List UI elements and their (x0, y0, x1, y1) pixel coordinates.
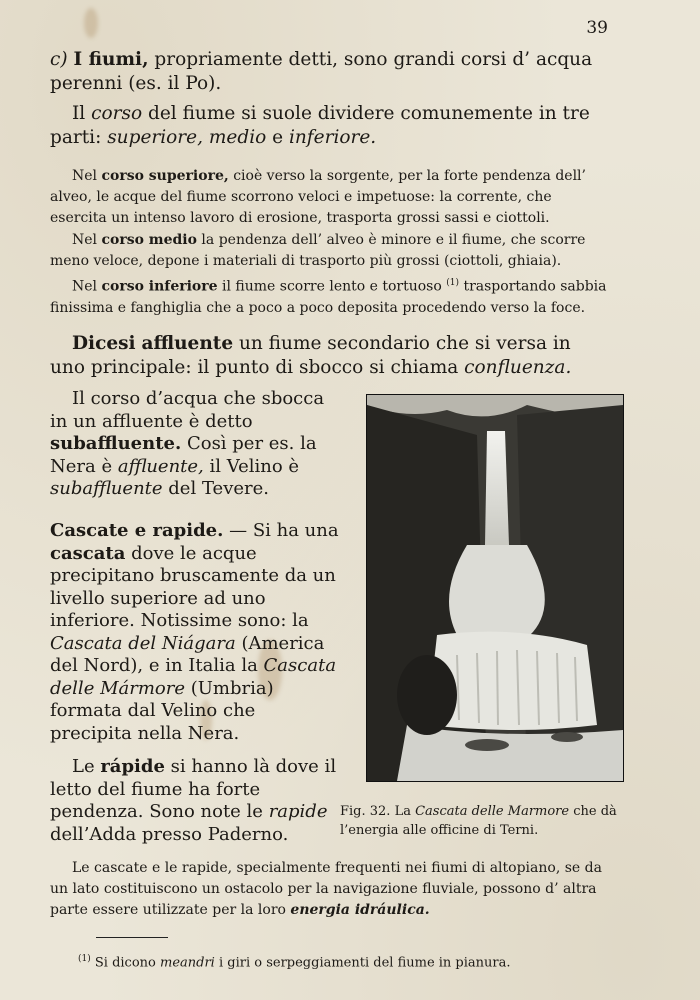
caption-italic: Cascata delle Marmore (415, 804, 570, 819)
text: si hanno là dove il letto del fiume ha forte pendenza. Sono note le (50, 756, 337, 822)
text: dell’Adda presso Paderno. (50, 823, 289, 845)
text: del Tevere. (162, 478, 269, 499)
italic-term: subaffluente (50, 478, 163, 499)
text: il Velino è (203, 455, 300, 477)
bold-term: corso inferiore (101, 278, 218, 295)
paragraph-corso-medio (50, 230, 610, 272)
footnote-ref: (1) (446, 278, 459, 288)
bold-term: corso superiore, (101, 168, 229, 184)
page-number: 39 (586, 18, 608, 38)
bold-term: affluente (141, 333, 234, 354)
paragraph-text: propriamente detti, sono grandi corsi d’ acqua perenni (es. il Po). (50, 49, 593, 94)
text: dove le acque precipitano bruscamente da un livello superiore ad uno inferiore. Notissime sono: la (50, 542, 336, 631)
text: un fiume secondario che si versa in uno principale: il punto di sbocco si chiama (50, 333, 571, 378)
list-marker: c) (50, 49, 68, 70)
paragraph-rapide (50, 756, 340, 846)
italic-term: superiore, (107, 127, 203, 148)
paragraph-corso (50, 102, 610, 150)
bold-term: I fiumi, (73, 49, 149, 70)
text: Nel (72, 232, 102, 248)
footnote (78, 954, 638, 970)
bold-term: corso medio (101, 232, 197, 248)
ink-stain (84, 8, 98, 38)
footnote-marker: (1) (78, 954, 91, 964)
text: il fiume scorre lento e tortuoso (217, 278, 447, 295)
text: Si dicono (90, 955, 160, 971)
paragraph-cascate (50, 520, 340, 745)
caption-text: che dà l’energia alle officine di Terni. (340, 804, 617, 838)
text: trasportando sabbia finissima e fanghiglia che a poco a poco deposita procedendo verso la foce. (50, 278, 607, 316)
italic-term: rapide (268, 801, 328, 822)
text: Le cascate e le rapide, specialmente frequenti nei fiumi di altopiano, se da un lato costituiscono un ostacolo per la navigazione fluviale, possono d’ altra parte essere utilizzate per la loro (50, 860, 602, 918)
section-heading: Cascate e rapide. (50, 520, 224, 541)
text: cioè verso la sorgente, per la forte pendenza dell’ alveo, le acque del fiume scorrono veloci e impetuose: la corrente, che esercita un intenso lavoro di erosione, trasporta grossi sassi e ciottoli. (50, 168, 586, 226)
footnote-rule (96, 937, 168, 938)
italic-term: inferiore. (288, 127, 377, 148)
italic-term: affluente, (117, 455, 204, 477)
text: Il (72, 103, 92, 124)
caption-text: Fig. 32. La (340, 804, 416, 819)
paragraph-corso-inferiore (50, 273, 610, 319)
paragraph-fiumi (50, 48, 610, 96)
text: — Si ha una (223, 520, 339, 541)
bold-term: subaffluente. (50, 433, 182, 454)
figure-caption (340, 802, 640, 840)
paragraph-energia (50, 858, 610, 921)
text: Nel (72, 278, 102, 295)
text: Le (72, 756, 101, 777)
text: (Umbria) formata dal Velino che precipita nella Nera. (50, 677, 274, 744)
bold-term: Dicesi (72, 333, 136, 354)
italic-term: energia idráulica. (290, 902, 430, 918)
italic-term: corso (91, 103, 143, 124)
italic-term: confluenza. (464, 357, 572, 378)
waterfall-illustration (367, 395, 623, 781)
bold-term: rápide (100, 756, 165, 777)
text: Il corso d’acqua che sbocca in un affluente è detto (50, 388, 325, 432)
paragraph-subaffluente (50, 388, 340, 501)
paragraph-affluente (50, 332, 610, 380)
text: i giri o serpeggiamenti del fiume in pianura. (214, 955, 511, 971)
italic-term: medio (208, 127, 267, 148)
text: la pendenza dell’ alveo è minore e il fiume, che scorre meno veloce, depone i materiali di trasporto più grossi (ciottoli, ghiaia). (50, 232, 586, 269)
text: (America del Nord), e in Italia la (50, 632, 325, 676)
waterfall-photo (366, 394, 624, 782)
italic-term: meandri (160, 955, 215, 971)
text: del fiume si suole dividere comunemente in tre parti: (50, 103, 590, 148)
italic-term: Cascata delle Mármore (50, 655, 337, 699)
italic-term: Cascata del Niágara (50, 632, 236, 654)
text: Nel (72, 168, 102, 184)
text: Così per es. la Nera è (50, 433, 317, 477)
bold-term: cascata (50, 542, 126, 564)
text: e (266, 127, 289, 148)
paragraph-corso-superiore (50, 166, 610, 229)
